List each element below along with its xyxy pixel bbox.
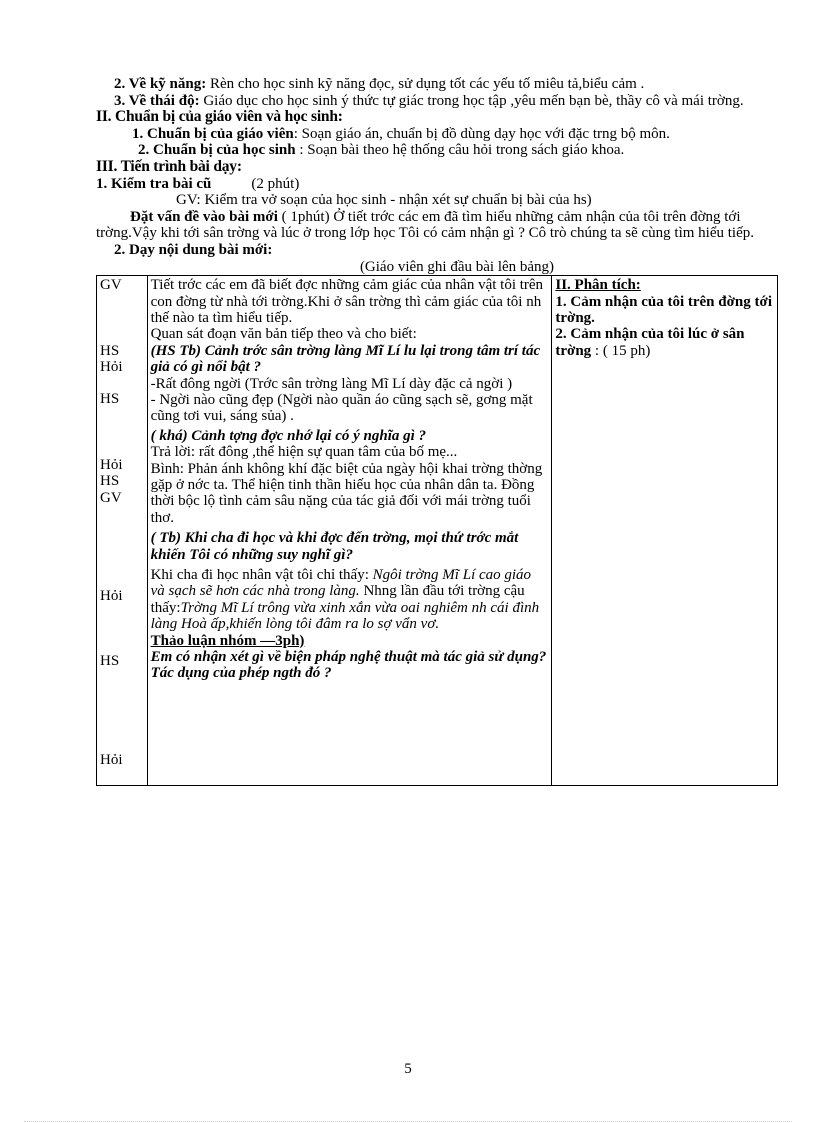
role-column xyxy=(97,276,148,786)
analysis-column xyxy=(552,276,778,786)
intro-paragraph: Đặt vấn đề vào bài mới ( 1phút) Ở tiết trớc các em đã tìm hiểu những cảm nhận của tôi trên đờng tới trờng.Vậy khi tới sân trờng và lúc ở trong lớp học Tôi có cảm nhận gì ? Cô trò chúng ta sẽ cùng tìm hiểu tiếp. xyxy=(96,208,755,242)
answer-1a: -Rất đông ngời (Trớc sân trờng làng Mĩ Lí dày đặc cả ngời ) xyxy=(150,375,513,392)
student-prep-paragraph: 2. Chuẩn bị của học sinh : Soạn bài theo hệ thống câu hỏi trong sách giáo khoa. xyxy=(138,142,625,159)
question-4: Em có nhận xét gì về biện pháp nghệ thuật mà tác giả sử dụng? Tác dụng của phép ngth đó ? xyxy=(150,649,547,682)
board-note: (Giáo viên ghi đầu bài lên bảng) xyxy=(359,258,555,275)
check-old-gv: GV: Kiểm tra vở soạn của học sinh - nhận xét sự chuẩn bị bài của hs) xyxy=(176,192,592,209)
content-column xyxy=(147,276,552,786)
check-old-heading: 1. Kiểm tra bài cũ (2 phút) xyxy=(96,175,300,192)
section-3-heading: III. Tiến trình bài dạy: xyxy=(96,157,242,175)
question-3: ( Tb) Khi cha đi học và khi đợc đến trờng, mọi thứ trớc mắt khiến Tôi có những suy nghĩ gì? xyxy=(150,530,519,563)
teacher-prep-paragraph: 1. Chuẩn bị của giáo viên: Soạn giáo án, chuẩn bị đồ dùng dạy học với đặc trng bộ môn. xyxy=(132,125,670,142)
role-cell: Hỏi xyxy=(100,587,123,604)
role-cell: GV xyxy=(100,277,122,294)
attitude-paragraph: 3. Về thái độ: Giáo dục cho học sinh ý thức tự giác trong học tập ,yêu mến bạn bè, thầy cô và mái trờng. xyxy=(114,92,744,109)
skills-paragraph: 2. Về kỹ năng: Rèn cho học sinh kỹ năng đọc, sử dụng tốt các yếu tố miêu tả,biểu cảm . xyxy=(114,76,645,92)
lesson-table xyxy=(96,275,778,786)
gv-comment: Bình: Phản ánh không khí đặc biệt của ngày hội khai trờng thờng gặp ở nớc ta. Thể hiện tinh thần hiếu học của nhân dân ta. Đồng thời bộc lộ tình cảm sâu nặng của tác giả đối với mái trờng tuổi thơ. xyxy=(150,460,543,526)
document-body xyxy=(96,76,778,786)
question-1: (HS Tb) Cảnh trớc sân trờng làng Mĩ Lí lu lại trong tâm trí tác giả có gì nổi bật ? xyxy=(150,342,541,376)
analysis-item-1: 1. Cảm nhận của tôi trên đờng tới trờng. xyxy=(555,293,772,326)
analysis-item-2: 2. Cảm nhận của tôi lúc ở sân trờng : ( 15 ph) xyxy=(555,326,745,359)
role-cell: HS xyxy=(100,391,120,408)
role-cell: GV xyxy=(100,489,122,506)
role-cell: Hỏi xyxy=(100,358,123,375)
question-2: ( khá) Cảnh tợng đợc nhớ lại có ý nghĩa gì ? xyxy=(150,427,427,444)
answer-2: Trả lời: rất đông ,thể hiện sự quan tâm của bố mẹ... xyxy=(150,444,458,461)
group-discussion: Thảo luận nhóm —3ph) xyxy=(150,632,305,649)
role-cell: HS xyxy=(100,473,120,490)
role-cell: HS xyxy=(100,342,120,359)
page-number: 5 xyxy=(404,1061,412,1077)
role-cell: Hỏi xyxy=(100,751,123,768)
analysis-heading: II. Phân tích: xyxy=(555,277,641,294)
section-2-heading: II. Chuẩn bị của giáo viên và học sinh: xyxy=(96,108,343,126)
answer-3: Khi cha đi học nhân vật tôi chỉ thấy: Ngôi trờng Mĩ Lí cao giáo và sạch sẽ hơn các nhà trong làng. Nhng lần đầu tới trờng cậu thấy:Trờng Mĩ Lí trông vừa xinh xắn vừa oai nghiêm nh cái đình làng Hoà ấp,khiến lòng tôi đâm ra lo sợ vẩn vơ. xyxy=(150,567,540,633)
table-row xyxy=(97,276,778,786)
footer-divider xyxy=(24,1121,792,1122)
content-observe: Quan sát đoạn văn bản tiếp theo và cho biết: xyxy=(150,326,417,343)
new-lesson-heading: 2. Dạy nội dung bài mới: xyxy=(114,241,273,258)
role-cell: HS xyxy=(100,653,120,670)
answer-1b: - Ngời nào cũng đẹp (Ngời nào quần áo cũng sạch sẽ, gơng mặt cũng tơi vui, sáng sủa) . xyxy=(150,391,533,425)
content-gv-intro: Tiết trớc các em đã biết đợc những cảm giác của nhân vật tôi trên con đờng từ nhà tới trờng.Khi ở sân trờng thì cảm giác của tôi nh thế nào ta tìm hiểu tiếp. xyxy=(150,277,544,326)
role-cell: Hỏi xyxy=(100,456,123,473)
